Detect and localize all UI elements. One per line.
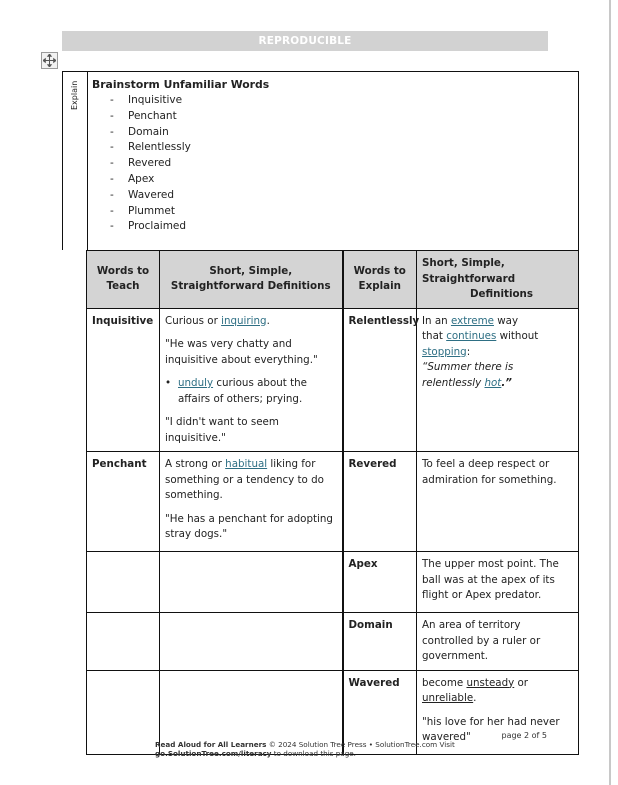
table-row	[87, 452, 579, 552]
definition-link[interactable]: continues	[446, 330, 497, 342]
reproducible-banner: REPRODUCIBLE	[62, 31, 548, 51]
explain-sidebar	[62, 72, 88, 250]
brainstorm-block	[92, 78, 269, 236]
definition-link[interactable]: inquiring	[221, 314, 267, 327]
teach-word: Penchant	[87, 452, 160, 552]
header-words-to-teach: Words to Teach	[87, 251, 160, 309]
brainstorm-title: Brainstorm Unfamiliar Words	[92, 78, 270, 91]
table-row	[87, 552, 579, 613]
header-words-to-explain: Words to Explain	[343, 251, 417, 309]
table-row	[87, 308, 579, 452]
header-teach-definitions: Short, Simple, Straightforward Definitions	[160, 251, 343, 309]
explain-definition: The upper most point. The ball was at the apex of its flight or Apex predator.	[417, 552, 579, 613]
list-item: - Revered	[110, 157, 172, 170]
table-move-handle[interactable]	[41, 52, 58, 69]
explain-side-label: Explain	[70, 80, 79, 110]
explain-definition: become unsteady or unreliable. "his love for her had never wavered"	[417, 670, 579, 754]
definition-link[interactable]: unduly	[178, 377, 214, 389]
brainstorm-list	[92, 94, 269, 236]
footer-url-link[interactable]: go.SolutionTree.com/literacy	[155, 749, 272, 758]
definition-link[interactable]: hot	[484, 376, 502, 389]
page-edge-rule	[609, 0, 611, 785]
list-item: - Plummet	[110, 204, 175, 217]
teach-word: Inquisitive	[87, 308, 160, 452]
list-item: - Proclaimed	[110, 220, 187, 233]
table-header-row	[87, 251, 579, 309]
footer-credit: Read Aloud for All Learners © 2024 Solution Tree Press • SolutionTree.com Visit go.SolutionTree.com/literacy to download this page.	[155, 740, 455, 758]
explain-definition: To feel a deep respect or admiration for something.	[417, 452, 579, 552]
list-item: - Domain	[110, 125, 169, 138]
list-item: - Relentlessly	[110, 141, 191, 154]
definition-link[interactable]: extreme	[450, 314, 494, 327]
list-item: - Penchant	[110, 109, 177, 122]
table-row	[87, 613, 579, 671]
teach-definition	[160, 613, 343, 671]
explain-word: Revered	[343, 452, 417, 552]
teach-definition: A strong or habitual liking for something or a tendency to do something. "He has a penchant for adopting stray dogs."	[160, 452, 343, 552]
teach-word	[87, 613, 160, 671]
vocabulary-table	[86, 250, 579, 755]
teach-definition: Curious or inquiring. "He was very chatty and inquisitive about everything." • unduly curious about the affairs of others; prying. "I didn't want to seem inquisitive."	[160, 308, 343, 452]
explain-word: Apex	[343, 552, 417, 613]
definition-bullet: • unduly curious about the affairs of others; prying.	[165, 377, 307, 405]
header-explain-definitions: Short, Simple, Straightforward Definitions	[417, 251, 579, 309]
explain-definition: In an extreme way that continues without stopping: “Summer there is relentlessly hot.”	[417, 308, 579, 452]
page-footer	[155, 731, 547, 758]
teach-word	[87, 670, 160, 754]
teach-definition	[160, 552, 343, 613]
explain-word: Wavered	[343, 670, 417, 754]
page-number: page 2 of 5	[501, 731, 547, 740]
definition-link[interactable]: stopping	[422, 345, 467, 358]
list-item: - Apex	[110, 172, 155, 185]
move-arrows-icon	[43, 54, 56, 67]
explain-word: Domain	[343, 613, 417, 671]
list-item: - Inquisitive	[110, 94, 183, 106]
explain-definition: An area of territory controlled by a ruler or government.	[417, 613, 579, 671]
list-item: - Wavered	[110, 188, 175, 201]
explain-word: Relentlessly	[343, 308, 417, 452]
explain-section	[62, 71, 579, 252]
definition-link[interactable]: habitual	[225, 458, 268, 470]
teach-word	[87, 552, 160, 613]
